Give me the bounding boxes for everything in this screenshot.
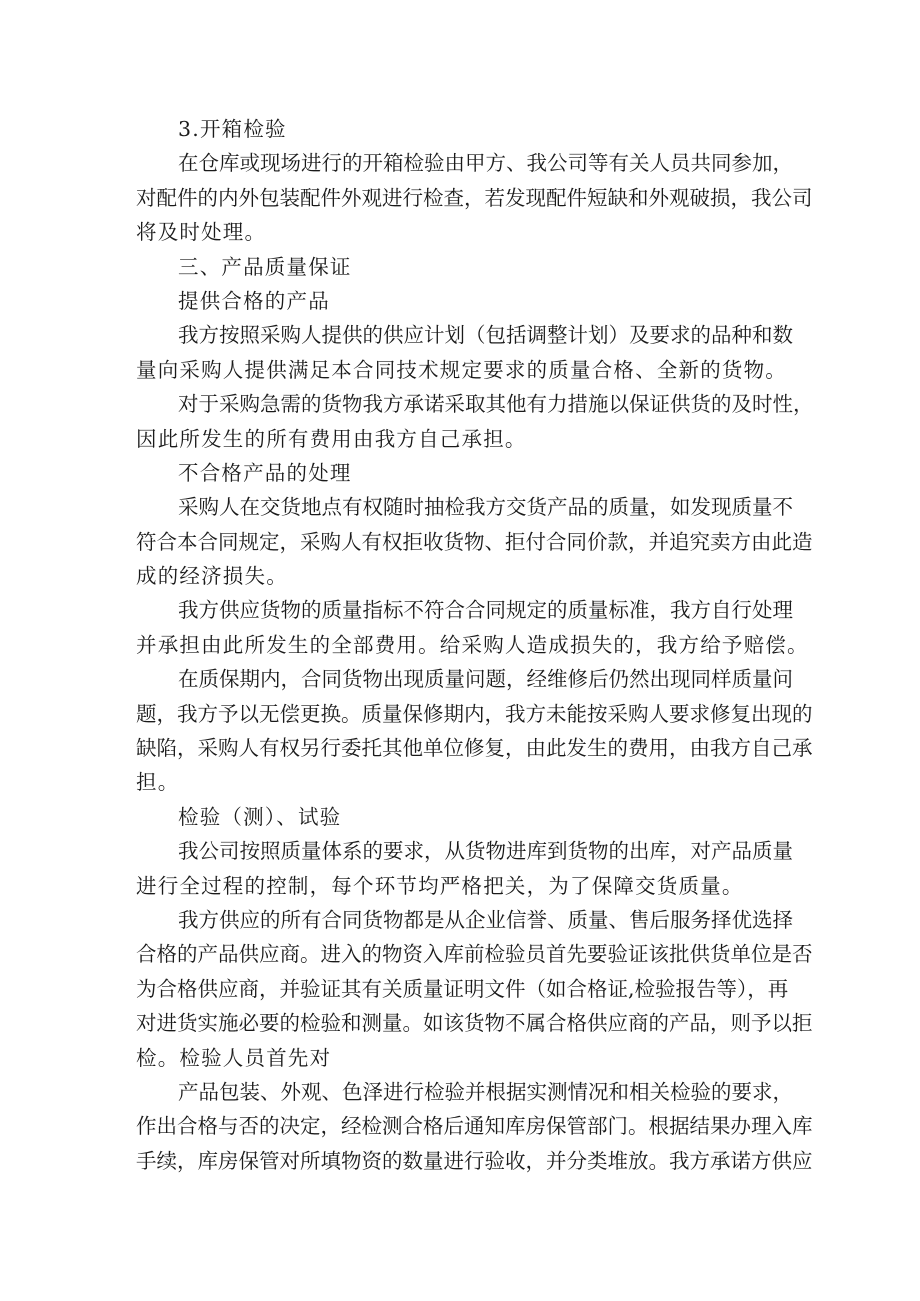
text-line: 在质保期内，合同货物出现质量问题，经维修后仍然出现同样质量问 <box>178 667 793 692</box>
text-line: 进行全过程的控制，每个环节均严格把关，为了保障交货质量。 <box>136 873 744 898</box>
text-line: 提供合格的产品 <box>178 288 330 313</box>
text-line: 3.开箱检验 <box>178 117 287 141</box>
text-line: 对于采购急需的货物我方承诺采取其他有力措施以保证供货的及时性， <box>178 392 814 417</box>
text-line: 采购人在交货地点有权随时抽检我方交货产品的质量，如发现质量不 <box>178 495 793 520</box>
text-line: 检。检验人员首先对 <box>136 1045 332 1070</box>
text-line: 担。 <box>136 770 180 795</box>
text-line: 我方按照采购人提供的供应计划（包括调整计划）及要求的品种和数 <box>178 323 793 348</box>
text-line: 我方供应的所有合同货物都是从企业信誉、质量、售后服务择优选择 <box>178 907 793 932</box>
text-line: 对进货实施必要的检验和测量。如该货物不属合格供应商的产品，则予以拒 <box>136 1011 813 1036</box>
text-line: 作出合格与否的决定，经检测合格后通知库房保管部门。根据结果办理入库 <box>136 1114 813 1139</box>
text-line: 符合本合同规定，采购人有权拒收货物、拒付合同价款，并追究卖方由此造 <box>136 529 813 554</box>
text-line: 因此所发生的所有费用由我方自己承担。 <box>136 426 527 451</box>
text-line: 题，我方予以无偿更换。质量保修期内，我方未能按采购人要求修复出现的 <box>136 701 813 726</box>
text-line: 三、产品质量保证 <box>178 254 352 279</box>
text-line: 合格的产品供应商。进入的物资入库前检验员首先要验证该批供货单位是否 <box>136 942 813 967</box>
text-line: 并承担由此所发生的全部费用。给采购人造成损失的，我方给予赔偿。 <box>136 632 809 657</box>
text-line: 量向采购人提供满足本合同技术规定要求的质量合格、全新的货物。 <box>136 357 787 382</box>
text-line: 我方供应货物的质量指标不符合合同规定的质量标准，我方自行处理 <box>178 598 793 623</box>
text-line: 为合格供应商，并验证其有关质量证明文件（如合格证,检验报告等），再 <box>136 976 789 1001</box>
text-line: 产品包装、外观、色泽进行检验并根据实测情况和相关检验的要求， <box>178 1079 793 1104</box>
text-line: 对配件的内外包装配件外观进行检查，若发现配件短缺和外观破损，我公司 <box>136 185 813 210</box>
text-line: 在仓库或现场进行的开箱检验由甲方、我公司等有关人员共同参加， <box>178 151 793 176</box>
text-line: 将及时处理。 <box>136 220 267 245</box>
document-body <box>136 112 814 1178</box>
text-line: 缺陷，采购人有权另行委托其他单位修复，由此发生的费用，由我方自己承 <box>136 736 813 761</box>
text-line: 我公司按照质量体系的要求，从货物进库到货物的出库，对产品质量 <box>178 839 793 864</box>
text-line: 不合格产品的处理 <box>178 460 352 485</box>
text-line: 成的经济损失。 <box>136 564 288 589</box>
text-line: 检验（测）、试验 <box>178 804 342 829</box>
text-line: 手续，库房保管对所填物资的数量进行验收，并分类堆放。我方承诺方供应 <box>136 1148 813 1173</box>
